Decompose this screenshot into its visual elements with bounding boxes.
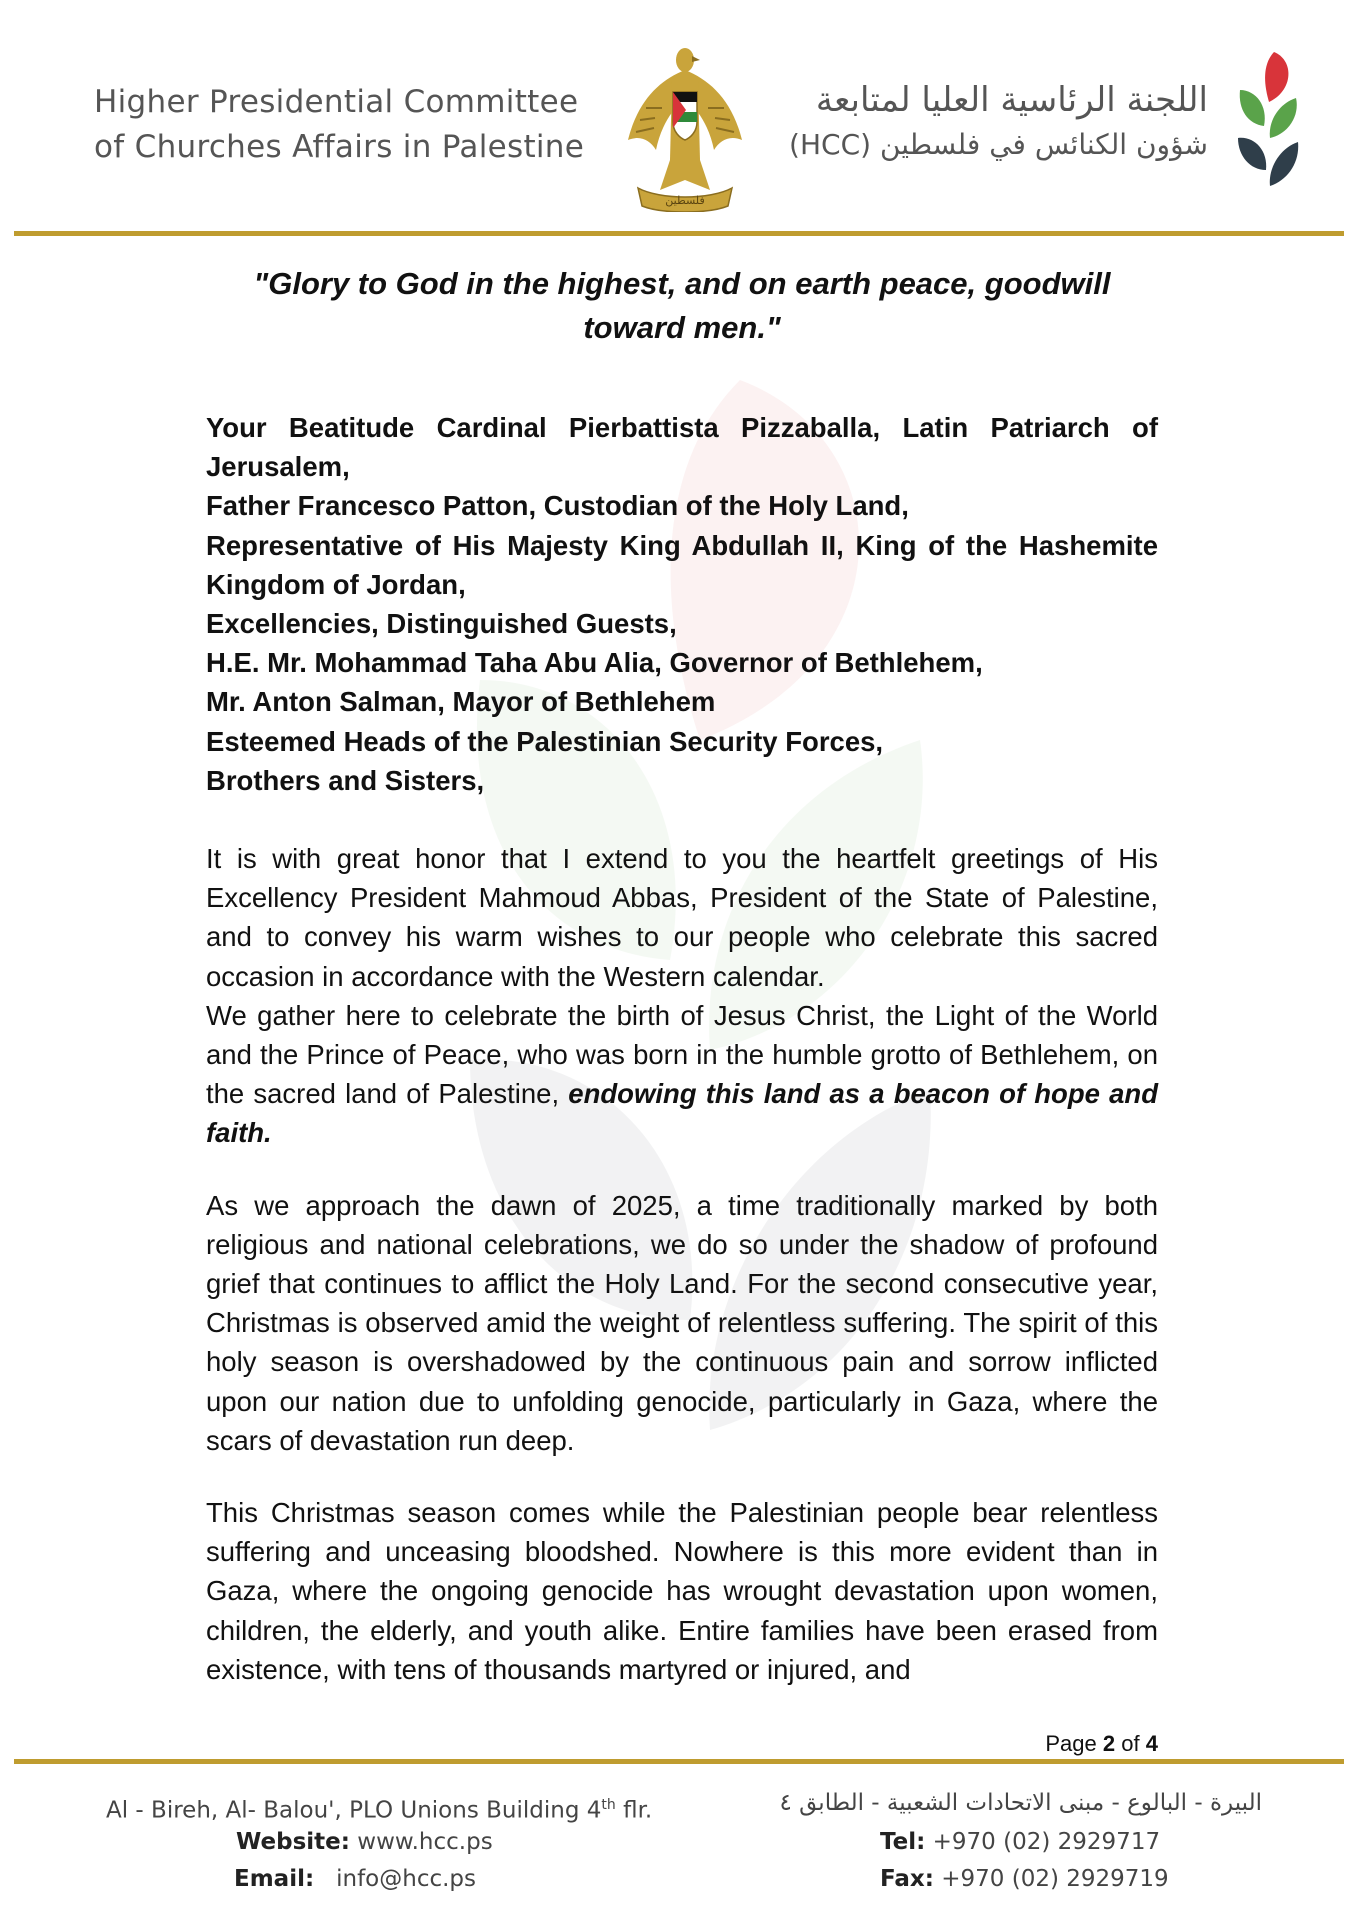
addressee-line: Father Francesco Patton, Custodian of the Holy Land, [206, 490, 909, 522]
paragraph-grief: As we approach the dawn of 2025, a time traditionally marked by both religious and national celebrations, we do so under the shadow of profound grief that continues to afflict the Holy Land. For the second consecutive year, Christmas is observed amid the weight of relentless suffering. The spirit of this holy season is overshadowed by the continuous pain and sorrow inflicted upon our nation due to unfolding genocide, particularly in Gaza, where the scars of devastation run deep. [206, 1189, 1158, 1456]
fax-label: Fax: [880, 1866, 934, 1892]
fax-line [880, 1862, 1169, 1896]
address-english-end: flr. [615, 1797, 653, 1824]
page-of: of [1121, 1731, 1140, 1756]
org-ar-line-1: اللجنة الرئاسية العليا لمتابعة [815, 80, 1208, 120]
org-en-line-1: Higher Presidential Committee [94, 84, 579, 120]
addressee-line: Brothers and Sisters, [206, 764, 485, 796]
addressee-line: Representative of His Majesty King Abdullah II, King of the Hashemite Kingdom of Jordan, [206, 529, 1158, 600]
paragraph-greetings: It is with great honor that I extend to you the heartfelt greetings of His Excellency President Mahmoud Abbas, President of the State of Palestine, and to convey his warm wishes to our people who celebrate this sacred occasion in accordance with the Western calendar. [206, 843, 1158, 992]
addressee-list [206, 408, 1158, 800]
fax-number: +970 (02) 2929719 [941, 1866, 1169, 1892]
paragraph-celebration [206, 996, 1158, 1153]
page-prefix: Page [1045, 1731, 1097, 1756]
website-link[interactable]: www.hcc.ps [357, 1829, 493, 1855]
page-total: 4 [1145, 1731, 1158, 1756]
address-english-text: Al - Bireh, Al- Balou', PLO Unions Building 4 [106, 1797, 602, 1824]
tel-label: Tel: [880, 1829, 926, 1855]
hcc-leaf-logo-icon [1234, 50, 1304, 190]
org-ar-line-2: شؤون الكنائس في فلسطين (HCC) [789, 128, 1208, 161]
addressee-line: Mr. Anton Salman, Mayor of Bethlehem [206, 686, 716, 718]
paragraph-celebration-emphasis: endowing this land as a beacon of hope and faith. [206, 1078, 1158, 1149]
opening-quote: "Glory to God in the highest, and on earth peace, goodwill toward men." [253, 266, 1111, 345]
page-current: 2 [1102, 1731, 1116, 1756]
email-line [234, 1862, 476, 1896]
footer-divider [14, 1759, 1344, 1764]
header-divider [14, 231, 1344, 236]
tel-number: +970 (02) 2929717 [932, 1829, 1161, 1855]
footer [0, 1770, 1358, 1920]
paragraph-celebration-text: We gather here to celebrate the birth of Jesus Christ, the Light of the World and the Prince of Peace, who was born in the humble grotto of Bethlehem, on the sacred land of Palestine, [206, 999, 1158, 1110]
email-label: Email: [234, 1866, 315, 1892]
website-label: Website: [236, 1829, 350, 1855]
addressee-line: Your Beatitude Cardinal Pierbattista Pizzaballa, Latin Patriarch of Jerusalem, [206, 412, 1158, 483]
palestine-eagle-emblem-icon [620, 40, 750, 212]
organization-name-arabic [788, 76, 1208, 166]
paragraph-gaza: This Christmas season comes while the Palestinian people bear relentless suffering and unceasing bloodshed. Nowhere is this more evident than in Gaza, where the ongoing genocide has wrought devastation upon women, children, the elderly, and youth alike. Entire families have been erased from existence, with tens of thousands martyred or injured, and [206, 1497, 1158, 1685]
address-arabic: البيرة - البالوع - مبنى الاتحادات الشعبية - الطابق ٤ [779, 1790, 1262, 1816]
addressee-line: Excellencies, Distinguished Guests, [206, 608, 677, 640]
org-en-line-2: of Churches Affairs in Palestine [94, 129, 585, 165]
telephone-line [880, 1825, 1160, 1859]
letter-body [206, 262, 1158, 1689]
letterhead [0, 0, 1358, 240]
page-number [1045, 1729, 1158, 1759]
email-link[interactable]: info@hcc.ps [336, 1866, 477, 1892]
addressee-line: Esteemed Heads of the Palestinian Security Forces, [206, 725, 884, 757]
website-line [236, 1825, 493, 1859]
address-floor-suffix: th [601, 1797, 616, 1813]
addressee-line: H.E. Mr. Mohammad Taha Abu Alia, Governor of Bethlehem, [206, 647, 983, 679]
organization-name-english [94, 80, 584, 170]
address-english [106, 1788, 652, 1828]
emblem-ribbon-text: فلسطين [665, 194, 705, 207]
